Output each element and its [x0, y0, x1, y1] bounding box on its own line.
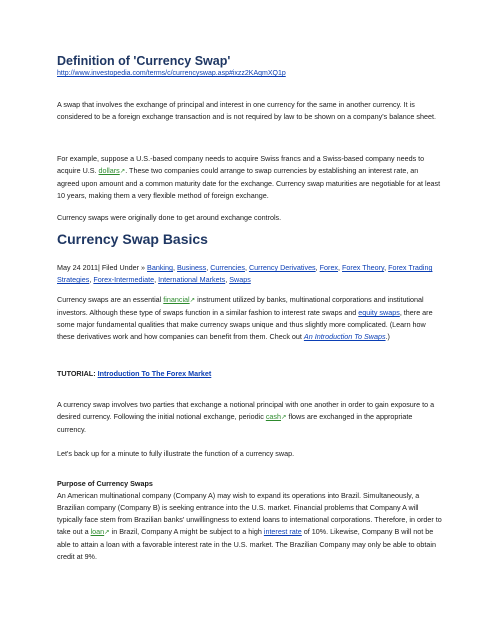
external-link-icon: ↗ [281, 414, 287, 421]
tag-international-markets[interactable]: International Markets [158, 275, 226, 284]
intro-to-swaps-link[interactable]: An Introduction To Swaps [303, 332, 386, 341]
tag-business[interactable]: Business [177, 263, 207, 272]
tag-swaps[interactable]: Swaps [229, 275, 251, 284]
notional-paragraph: A currency swap involves two parties that exchange a notional principal with one another in order to gain exposure to a desired currency. Following the initial notional exchange, periodic cash↗ flows are exchanged in the appropriate currency. [57, 400, 435, 434]
tag-forex-trading-strategies[interactable]: Forex Trading Strategies [57, 263, 433, 284]
tutorial-line: TUTORIAL: Introduction To The Forex Market [57, 369, 212, 378]
dollars-link[interactable]: dollars [98, 166, 120, 175]
tag-forex-theory[interactable]: Forex Theory [342, 263, 385, 272]
exchange-controls-paragraph: Currency swaps were originally done to get around exchange controls. [57, 213, 282, 222]
tag-currencies[interactable]: Currencies [210, 263, 245, 272]
tag-banking[interactable]: Banking [147, 263, 174, 272]
interest-rate-link[interactable]: interest rate [263, 527, 302, 536]
example-paragraph: For example, suppose a U.S.-based company needs to acquire Swiss francs and a Swiss-based company needs to acquire U.S. dollars↗. These two companies could arrange to swap currencies by establishing an interest rate, an agreed upon amount and a common maturity date for the exchange. Currency swap maturities are negotiable for at least 10 years, making them a very flexible method of foreign exchange. [57, 154, 441, 200]
tag-currency-derivatives[interactable]: Currency Derivatives [248, 263, 316, 272]
tutorial-link[interactable]: Introduction To The Forex Market [97, 369, 212, 378]
purpose-heading: Purpose of Currency Swaps [57, 479, 153, 488]
equity-swaps-link[interactable]: equity swaps [358, 308, 400, 317]
loan-link[interactable]: loan [90, 527, 105, 536]
basics-paragraph: Currency swaps are an essential financial↗ instrument utilized by banks, multinational corporations and institutional investors. Although these type of swaps function in a similar fashion to interest rate swaps and equity swaps, there are some major fundamental qualities that make currency swaps unique and thus slightly more complicated. (Learn how these derivatives work and how companies can benefit from them. Check out An Introduction To Swaps.) [57, 295, 433, 341]
purpose-paragraph: An American multinational company (Company A) may wish to expand its operations into Brazil. Simultaneously, a Brazilian company (Company B) is seeking entrance into the U.S. market. Financial problems that Company A will typically face stem from Brazilian banks' unwillingness to extend loans to international corporations. Therefore, in order to take out a loan↗ in Brazil, Company A might be subject to a high interest rate of 10%. Likewise, Company B will not be able to attain a loan with a favorable interest rate in the U.S. market. The Brazilian Company may only be able to obtain credit at 9%. [57, 491, 442, 561]
source-url-link[interactable]: http://www.investopedia.com/terms/c/currencyswap.asp#ixzz2KAqmXQ1p [57, 70, 286, 77]
filed-under: May 24 2011| Filed Under » Banking, Business, Currencies, Currency Derivatives, Forex, Forex Theory, Forex Trading Strategies, Forex-Intermediate, International Markets, Swaps [57, 263, 433, 284]
section-title: Currency Swap Basics [57, 231, 208, 247]
tag-forex-intermediate[interactable]: Forex-Intermediate [93, 275, 155, 284]
page-title: Definition of 'Currency Swap' [57, 54, 231, 68]
cash-link[interactable]: cash [265, 412, 282, 421]
definition-paragraph: A swap that involves the exchange of principal and interest in one currency for the same in another currency. It is considered to be a foreign exchange transaction and is not required by law to be shown on a company's balance sheet. [57, 100, 436, 121]
tag-forex[interactable]: Forex [319, 263, 339, 272]
external-link-icon: ↗ [119, 168, 126, 175]
illustrate-paragraph: Let's back up for a minute to fully illustrate the function of a currency swap. [57, 449, 295, 458]
external-link-icon: ↗ [189, 297, 196, 304]
external-link-icon: ↗ [104, 529, 110, 536]
financial-link[interactable]: financial [163, 295, 190, 304]
